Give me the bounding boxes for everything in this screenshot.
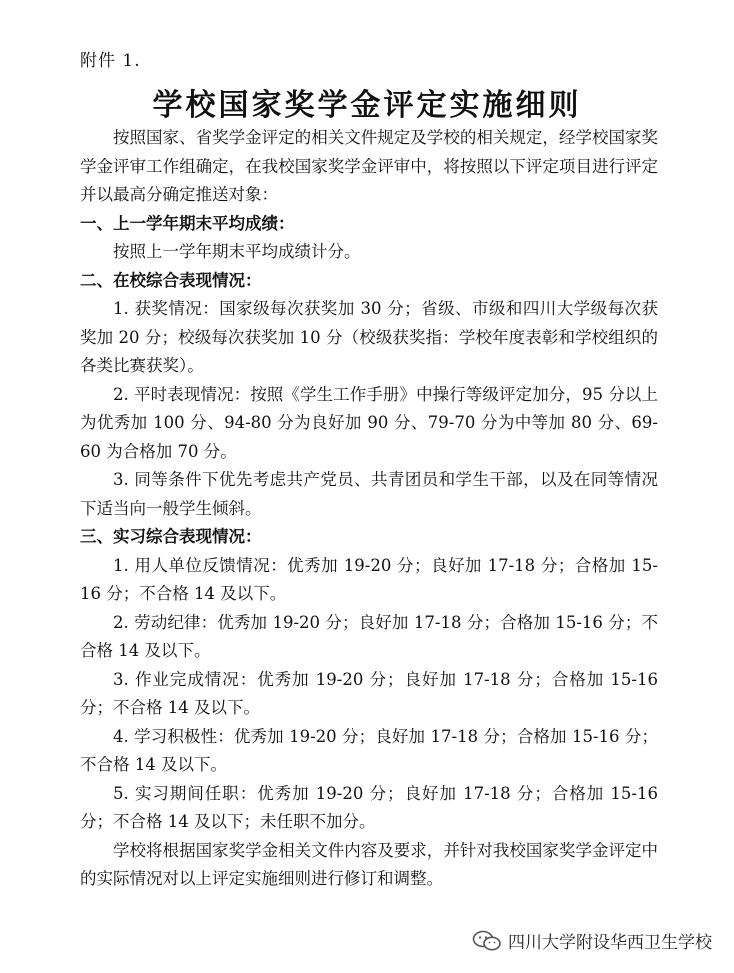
section-3-item: 4. 学习积极性：优秀加 19-20 分；良好加 17-18 分；合格加 15-16 分；不合格 14 及以下。 [80,726,658,774]
section-3-item: 5. 实习期间任职：优秀加 19-20 分；良好加 17-18 分；合格加 15-16 分；不合格 14 及以下；未任职不加分。 [80,783,658,831]
section-2-item: 2. 平时表现情况：按照《学生工作手册》中操行等级评定加分，95 分以上为优秀加 100 分、94-80 分为良好加 90 分、79-70 分为中等加 80 分、69-60 为合格加 70 分。 [80,384,658,461]
section-3-heading: 三、实习综合表现情况： [80,527,262,546]
document-title: 学校国家奖学金评定实施细则 [152,88,582,123]
section-2-item: 1. 获奖情况：国家级每次获奖加 30 分；省级、市级和四川大学级每次获奖加 20 分；校级每次获奖加 10 分（校级获奖指：学校年度表彰和学校组织的各类比赛获奖）。 [80,299,658,375]
section-1-heading: 一、上一学年期末平均成绩： [80,213,295,233]
document-body [80,124,658,894]
wechat-watermark [472,928,712,953]
intro-paragraph: 按照国家、省奖学金评定的相关文件规定及学校的相关规定，经学校国家奖学金评审工作组确定，在我校国家奖学金评审中，将按照以下评定项目进行评定并以最高分确定推送对象： [80,128,658,204]
section-1-text: 按照上一学年期末平均成绩计分。 [113,242,361,261]
section-3-item: 3. 作业完成情况：优秀加 19-20 分；良好加 17-18 分；合格加 15-16 分；不合格 14 及以下。 [80,669,658,717]
section-3-item: 2. 劳动纪律：优秀加 19-20 分；良好加 17-18 分；合格加 15-16 分；不合格 14 及以下。 [80,612,658,660]
attachment-label: 附件 1. [80,51,141,71]
watermark-text: 四川大学附设华西卫生学校 [508,933,712,953]
section-2-item: 3. 同等条件下优先考虑共产党员、共青团员和学生干部，以及在同等情况下适当向一般学生倾斜。 [80,470,658,518]
wechat-icon [472,930,502,952]
closing-paragraph: 学校将根据国家奖学金相关文件内容及要求，并针对我校国家奖学金评定中的实际情况对以上评定实施细则进行修订和调整。 [80,840,658,888]
section-3-item: 1. 用人单位反馈情况：优秀加 19-20 分；良好加 17-18 分；合格加 15-16 分；不合格 14 及以下。 [80,555,658,603]
section-2-heading: 二、在校综合表现情况： [80,270,262,290]
